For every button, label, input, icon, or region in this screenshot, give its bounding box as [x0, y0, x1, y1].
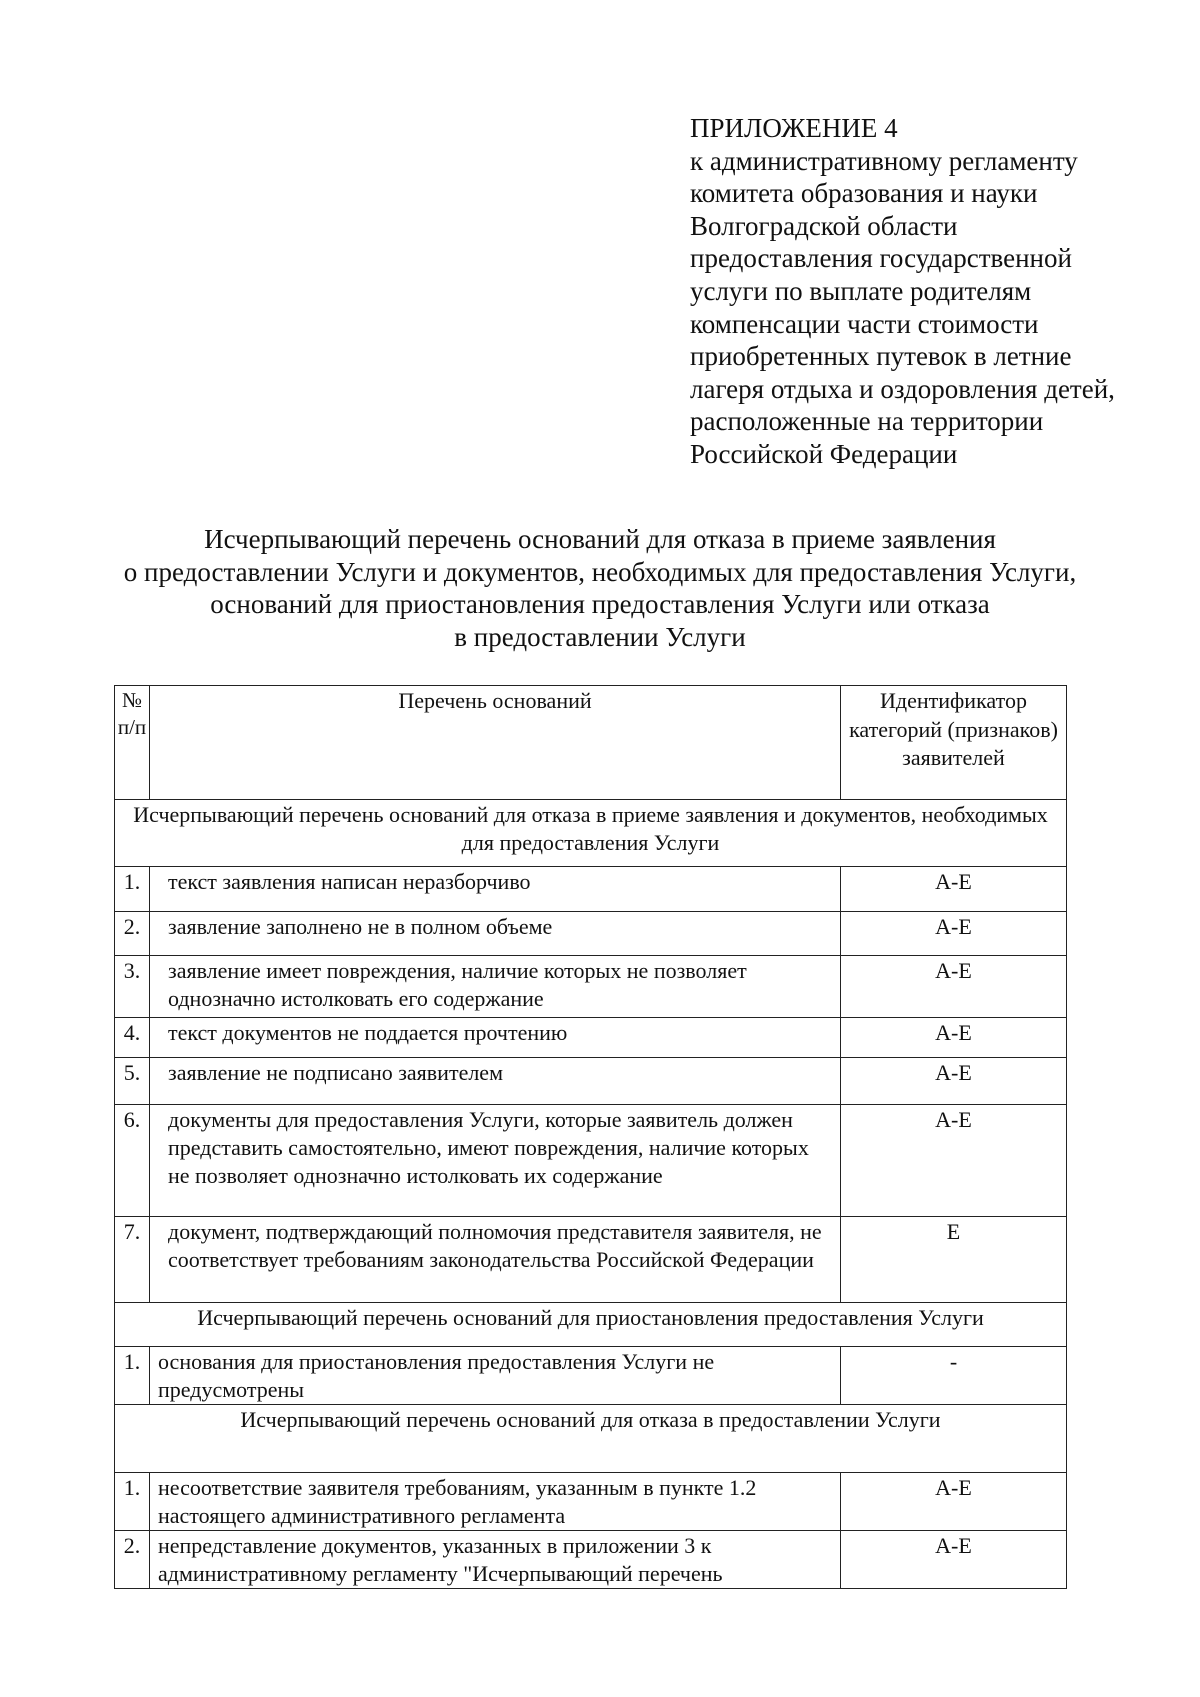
table-row — [115, 1217, 1067, 1303]
row-ident: А-Е — [841, 912, 1067, 956]
section-title: Исчерпывающий перечень оснований для приостановления предоставления Услуги — [115, 1303, 1067, 1347]
table-row — [115, 912, 1067, 956]
annex-header — [690, 112, 1170, 471]
row-ident: - — [841, 1347, 1067, 1405]
section-row — [115, 1405, 1067, 1473]
row-num: 4. — [115, 1018, 150, 1058]
table-row — [115, 956, 1067, 1018]
table-row — [115, 1473, 1067, 1531]
row-ident: А-Е — [841, 956, 1067, 1018]
row-ident: А-Е — [841, 1018, 1067, 1058]
annex-line: услуги по выплате родителям — [690, 275, 1032, 306]
annex-line: Волгоградской области — [690, 210, 958, 241]
document-title — [0, 523, 1200, 653]
section-title: Исчерпывающий перечень оснований для отказа в приеме заявления и документов, необходимых для предоставления Услуги — [115, 800, 1067, 867]
annex-line: компенсации части стоимости — [690, 308, 1039, 339]
title-line: оснований для приостановления предоставления Услуги или отказа — [210, 589, 990, 619]
row-num: 2. — [115, 1531, 150, 1589]
table-row — [115, 1105, 1067, 1217]
table-row — [115, 1018, 1067, 1058]
row-ident: А-Е — [841, 1105, 1067, 1217]
section-row — [115, 800, 1067, 867]
annex-line: предоставления государственной — [690, 243, 1072, 274]
table-row — [115, 867, 1067, 912]
row-text: заявление имеет повреждения, наличие которых не позволяет однозначно истолковать его содержание — [150, 956, 841, 1018]
title-line: в предоставлении Услуги — [454, 621, 746, 652]
row-text: текст заявления написан неразборчиво — [150, 867, 841, 912]
annex-line: приобретенных путевок в летние — [690, 341, 1072, 372]
grounds-table — [114, 685, 1067, 1589]
annex-line: лагеря отдыха и оздоровления детей, — [690, 373, 1115, 404]
row-ident: Е — [841, 1217, 1067, 1303]
annex-line: ПРИЛОЖЕНИЕ 4 — [690, 113, 898, 143]
row-num: 2. — [115, 912, 150, 956]
row-text: заявление заполнено не в полном объеме — [150, 912, 841, 956]
section-title: Исчерпывающий перечень оснований для отказа в предоставлении Услуги — [115, 1405, 1067, 1473]
table-row — [115, 1347, 1067, 1405]
header-ident: Идентификатор категорий (признаков) заявителей — [841, 686, 1067, 800]
annex-line: к административному регламенту — [690, 145, 1078, 176]
row-num: 7. — [115, 1217, 150, 1303]
row-num: 6. — [115, 1105, 150, 1217]
annex-line: Российской Федерации — [690, 438, 958, 469]
table-row — [115, 1531, 1067, 1589]
header-text: Перечень оснований — [150, 686, 841, 800]
table-header-row — [115, 686, 1067, 800]
row-num: 1. — [115, 1473, 150, 1531]
header-num: № п/п — [115, 686, 150, 800]
row-text: несоответствие заявителя требованиям, указанным в пункте 1.2 настоящего административного регламента — [150, 1473, 841, 1531]
title-line: Исчерпывающий перечень оснований для отказа в приеме заявления — [204, 524, 996, 554]
row-text: документы для предоставления Услуги, которые заявитель должен представить самостоятельно, имеют повреждения, наличие которых не позволяет однозначно истолковать их содержание — [150, 1105, 841, 1217]
row-num: 3. — [115, 956, 150, 1018]
row-ident: А-Е — [841, 867, 1067, 912]
annex-line: расположенные на территории — [690, 406, 1044, 437]
row-ident: А-Е — [841, 1473, 1067, 1531]
row-num: 5. — [115, 1058, 150, 1105]
row-num: 1. — [115, 1347, 150, 1405]
row-text: документ, подтверждающий полномочия представителя заявителя, не соответствует требованиям законодательства Российской Федерации — [150, 1217, 841, 1303]
row-ident: А-Е — [841, 1058, 1067, 1105]
title-line: о предоставлении Услуги и документов, необходимых для предоставления Услуги, — [123, 556, 1077, 587]
row-num: 1. — [115, 867, 150, 912]
row-text: текст документов не поддается прочтению — [150, 1018, 841, 1058]
row-text: заявление не подписано заявителем — [150, 1058, 841, 1105]
annex-line: комитета образования и науки — [690, 178, 1038, 209]
row-ident: А-Е — [841, 1531, 1067, 1589]
row-text: основания для приостановления предоставления Услуги не предусмотрены — [150, 1347, 841, 1405]
row-text: непредставление документов, указанных в приложении 3 к административному регламенту "Исчерпывающий перечень — [150, 1531, 841, 1589]
section-row — [115, 1303, 1067, 1347]
table-row — [115, 1058, 1067, 1105]
